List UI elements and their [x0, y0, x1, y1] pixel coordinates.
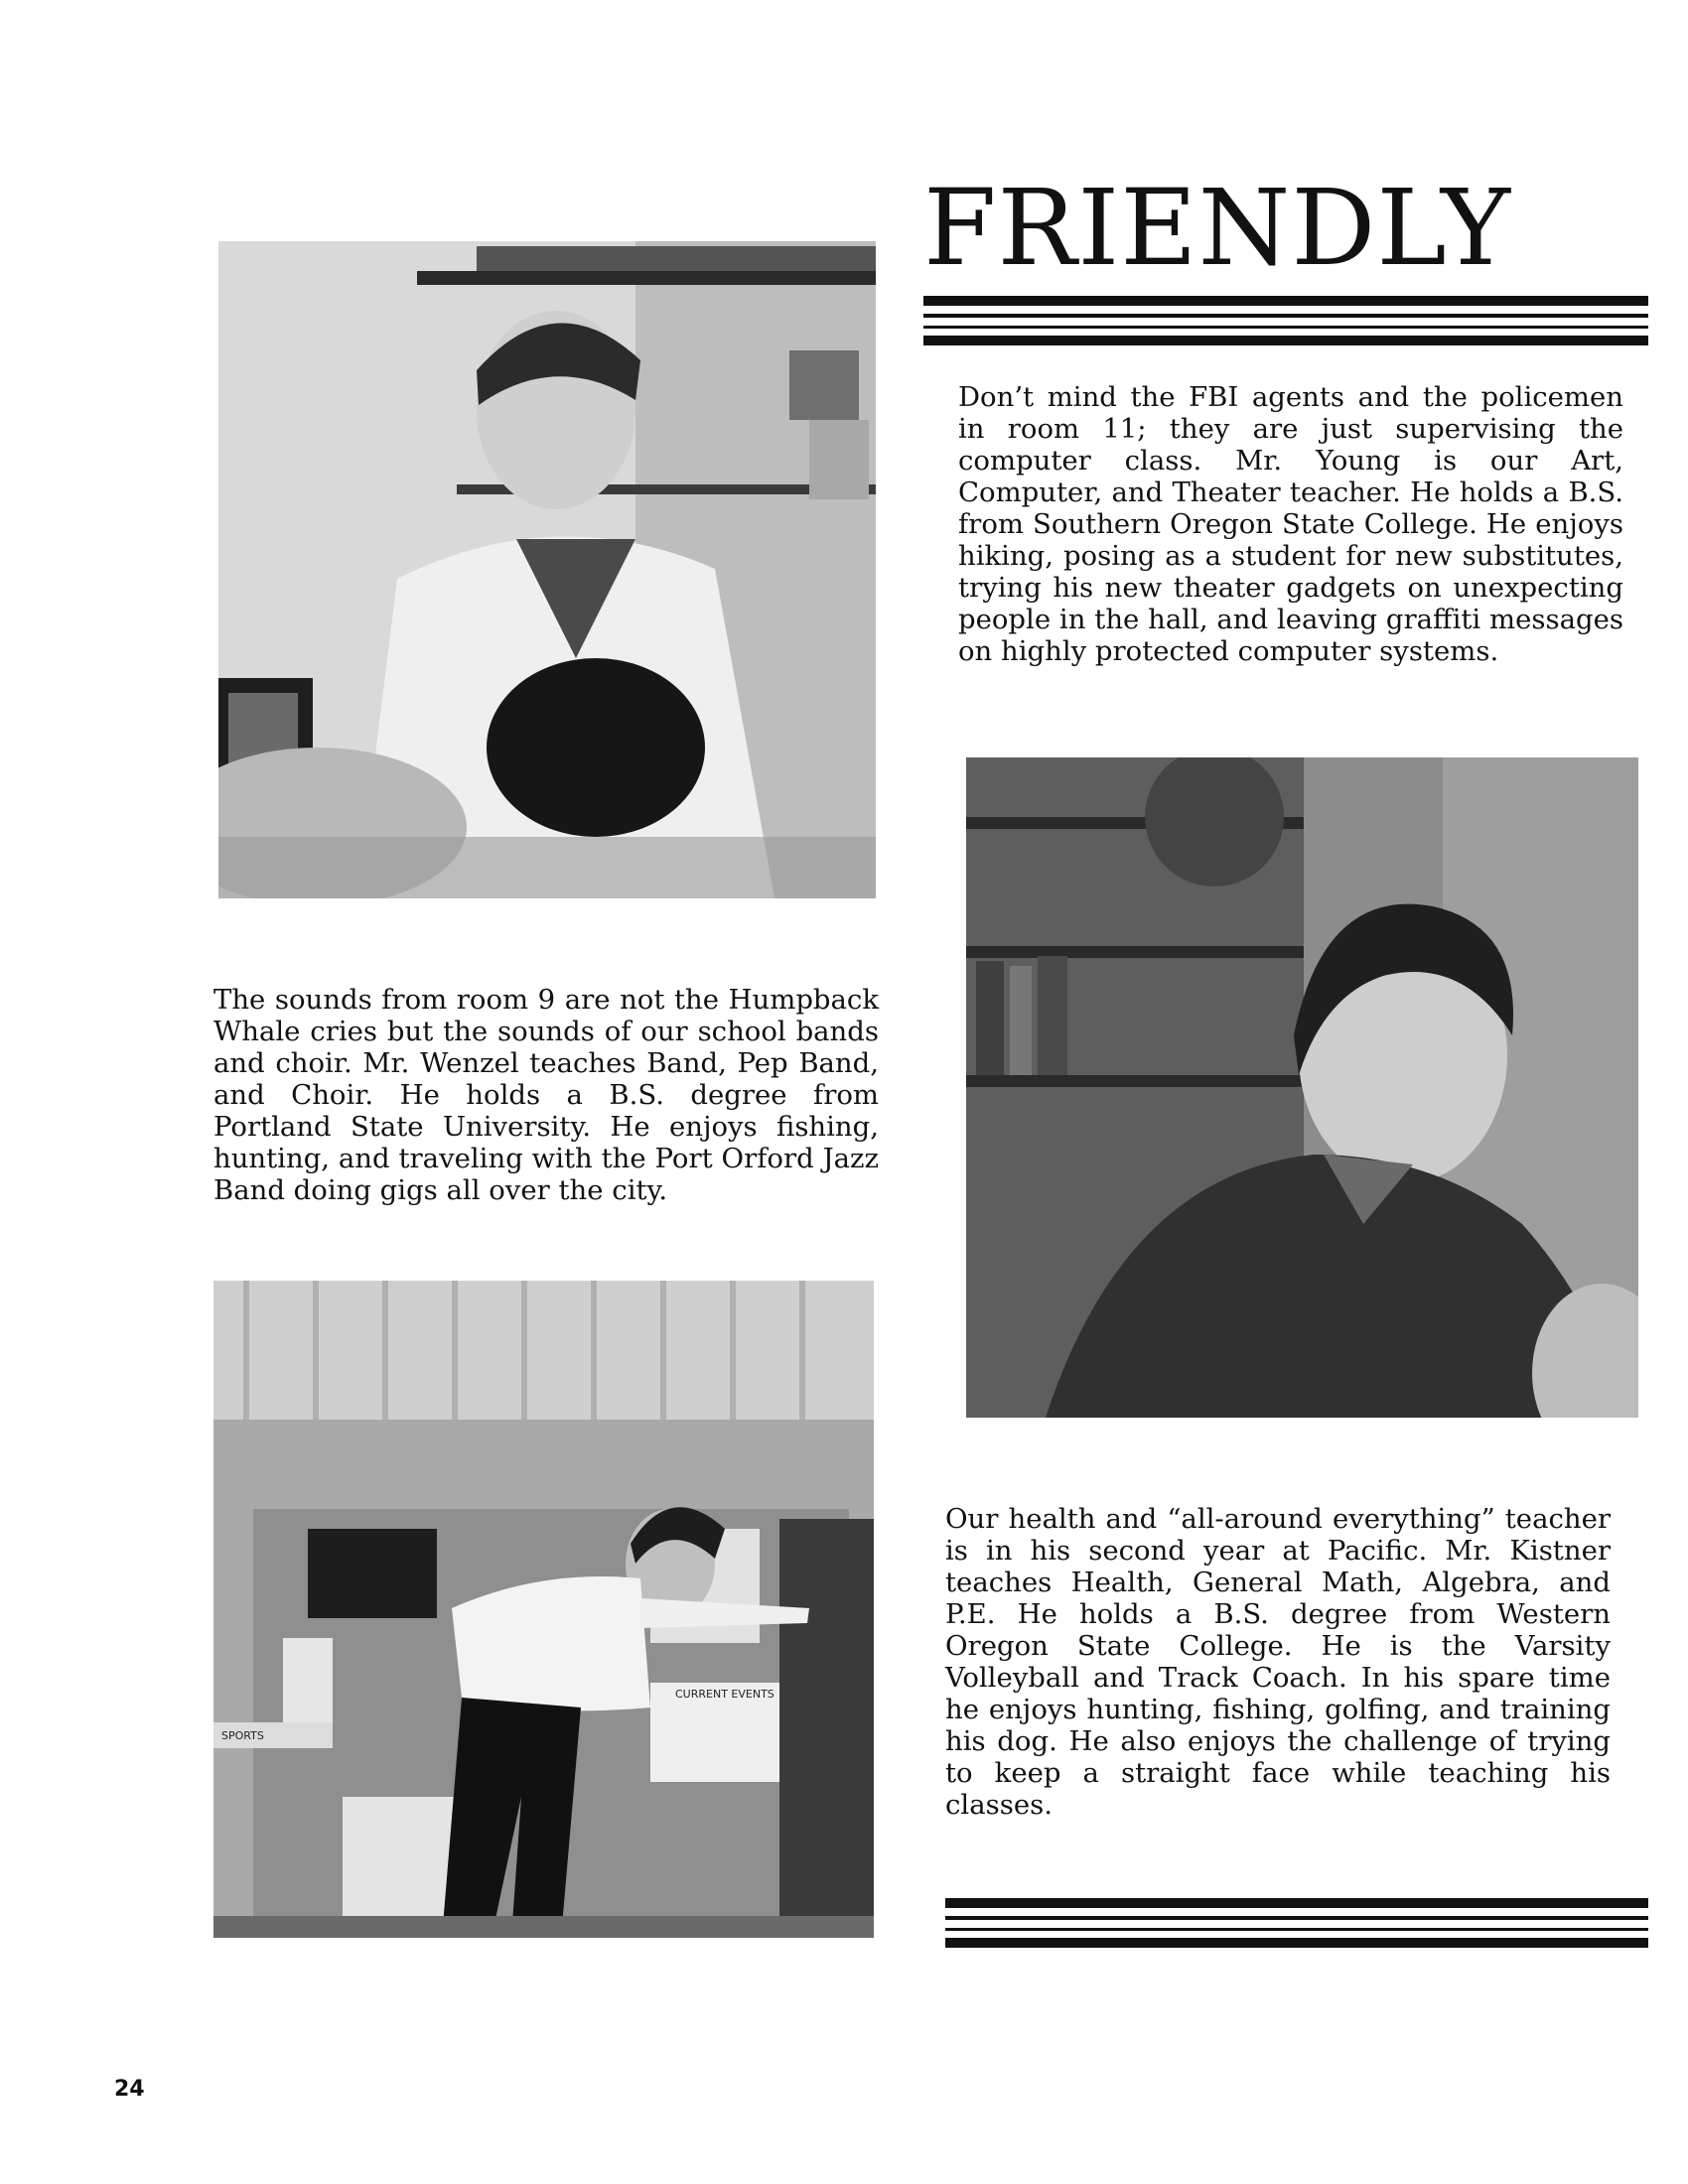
bottom-rule [945, 1898, 1648, 1950]
photo-kistner-pointing [213, 1281, 874, 1938]
title-rule [923, 296, 1648, 347]
page-number: 24 [114, 2077, 145, 2102]
paragraph-kistner: Our health and “all-around everything” teacher is in his second year at Pacific. Mr. Kistner teaches Health, General Math, Algebra, and P.E. He holds a B.S. degree from Western Oregon State College. He is the Varsity Volleyball and Track Coach. In his spare time he enjoys hunting, fishing, golfing, and training his dog. He also enjoys the challenge of trying to keep a straight face while teaching his classes. [945, 1503, 1611, 1821]
sign-current-events: CURRENT EVENTS [675, 1688, 774, 1701]
photo-young-classroom [218, 241, 876, 898]
sign-sports: SPORTS [221, 1729, 264, 1742]
photo-wenzel-portrait [966, 757, 1638, 1418]
page-title: FRIENDLY [923, 167, 1511, 289]
paragraph-young: Don’t mind the FBI agents and the policemen in room 11; they are just supervising the computer class. Mr. Young is our Art, Computer, and Theater teacher. He holds a B.S. from Southern Oregon State College. He enjoys hiking, posing as a student for new substitutes, trying his new theater gadgets on unexpecting people in the hall, and leaving graffiti messages on highly protected computer systems. [958, 381, 1623, 667]
paragraph-wenzel: The sounds from room 9 are not the Humpback Whale cries but the sounds of our school bands and choir. Mr. Wenzel teaches Band, Pep Band, and Choir. He holds a B.S. degree from Portland State University. He enjoys fishing, hunting, and traveling with the Port Orford Jazz Band doing gigs all over the city. [213, 984, 879, 1206]
